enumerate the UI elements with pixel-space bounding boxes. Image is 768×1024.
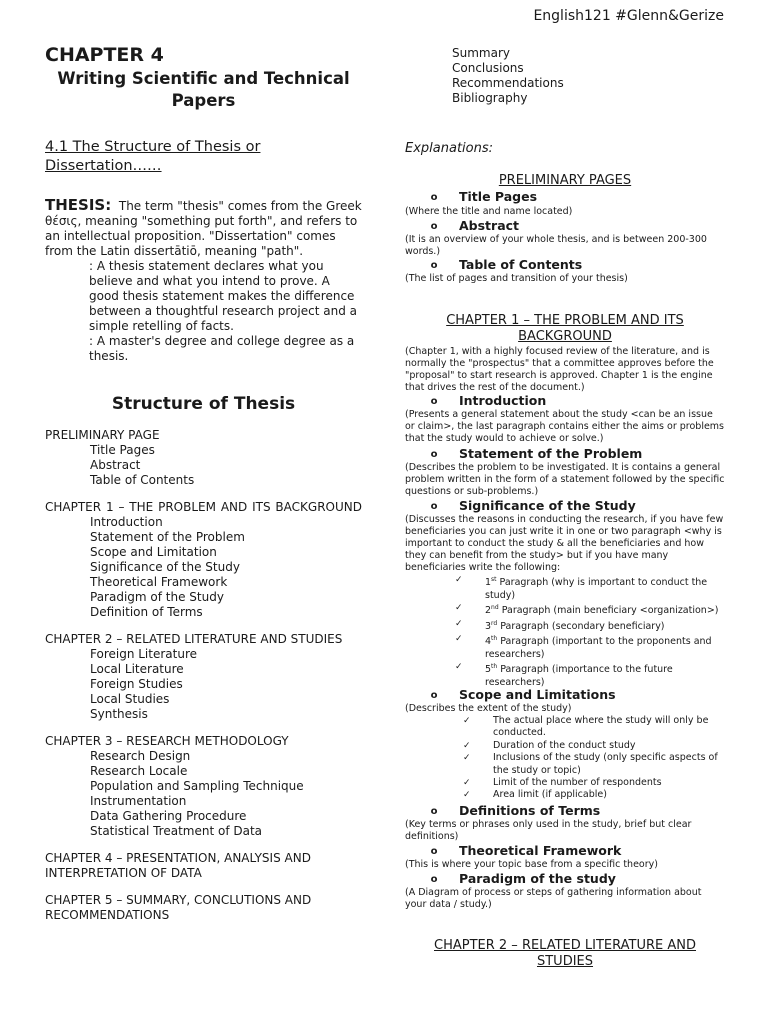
note-abstract: (It is an overview of your whole thesis, and is between 200-300 words.) bbox=[405, 234, 707, 257]
scope-item: ✓ Inclusions of the study (only specific aspects of the study or topic) bbox=[463, 752, 718, 776]
structure-title: Structure of Thesis bbox=[111, 394, 296, 414]
outline-group-heading: CHAPTER 5 – SUMMARY, CONCLUTIONS AND RECOMMENDATIONS bbox=[45, 893, 312, 922]
explanations-label: Explanations: bbox=[405, 141, 493, 156]
check-icon: ✓ bbox=[455, 575, 463, 585]
significance-item: ✓ 3rd Paragraph (secondary beneficiary) bbox=[455, 618, 665, 632]
section-heading: 4.1 The Structure of Thesis or Dissertation…… bbox=[45, 139, 261, 174]
check-icon: ✓ bbox=[463, 790, 471, 801]
item-toc: o Table of Contents bbox=[405, 257, 725, 272]
top-list-item: Conclusions bbox=[452, 61, 524, 75]
right-column bbox=[405, 0, 725, 1024]
thesis-definition: The term "thesis" comes from the Greek θέσις, meaning "something put forth", and refers to an intellectual proposition. "Dissertation" comes from the Latin dissertātiō, meaning "path". bbox=[45, 199, 362, 258]
outline-group bbox=[45, 734, 362, 839]
scope-item: ✓ Duration of the conduct study bbox=[463, 739, 636, 751]
outline-item: Statistical Treatment of Data bbox=[90, 824, 263, 838]
note-definitions: (Key terms or phrases only used in the study, brief but clear definitions) bbox=[405, 819, 692, 842]
outline-item: Theoretical Framework bbox=[90, 575, 228, 589]
outline-item: Significance of the Study bbox=[90, 560, 240, 574]
outline-item: Table of Contents bbox=[90, 473, 195, 487]
scope-checklist bbox=[463, 715, 725, 802]
note-significance: (Discusses the reasons in conducting the research, if you have few beneficiaries you can just write it in one or two paragraph <why is important to conduct the study & all the beneficiaries and how they can benefit from the study> but if you have many beneficiaries write the following: bbox=[405, 514, 724, 573]
bullet-icon: o bbox=[430, 221, 438, 232]
thesis-paragraph bbox=[45, 198, 362, 259]
outline-item: Synthesis bbox=[90, 707, 148, 721]
note-scope: (Describes the extent of the study) bbox=[405, 703, 572, 714]
check-icon: ✓ bbox=[455, 634, 463, 645]
outline-group bbox=[45, 500, 362, 620]
outline-items bbox=[45, 515, 362, 620]
outline-item: Instrumentation bbox=[90, 794, 187, 808]
thesis-label: THESIS: bbox=[45, 196, 112, 214]
item-theoretical: o Theoretical Framework bbox=[405, 843, 725, 858]
check-icon: ✓ bbox=[455, 618, 463, 629]
significance-checklist bbox=[455, 574, 725, 689]
item-scope: o Scope and Limitations bbox=[405, 687, 725, 702]
outline-group bbox=[45, 893, 362, 923]
outline-group-heading: CHAPTER 1 – THE PROBLEM AND ITS BACKGROUND bbox=[45, 500, 362, 514]
item-significance: o Significance of the Study bbox=[405, 498, 725, 513]
prelim-heading: PRELIMINARY PAGES bbox=[498, 173, 632, 188]
outline-item: Foreign Literature bbox=[90, 647, 197, 661]
bullet-icon: o bbox=[430, 846, 438, 857]
outline-item: Scope and Limitation bbox=[90, 545, 217, 559]
chapter-title: CHAPTER 4 bbox=[45, 44, 164, 66]
outline-items bbox=[45, 443, 362, 488]
outline-group bbox=[45, 632, 362, 722]
check-icon: ✓ bbox=[455, 662, 463, 673]
ch2-heading: CHAPTER 2 – RELATED LITERATURE AND STUDIES bbox=[434, 938, 696, 969]
note-paradigm: (A Diagram of process or steps of gathering information about your data / study.) bbox=[405, 887, 702, 910]
significance-item: ✓ 5th Paragraph (importance to the future researchers) bbox=[455, 662, 673, 688]
outline-item: Data Gathering Procedure bbox=[90, 809, 247, 823]
outline-group-heading: PRELIMINARY PAGE bbox=[45, 428, 160, 442]
header-course: English121 #Glenn&Gerize bbox=[533, 8, 724, 24]
note-toc: (The list of pages and transition of your thesis) bbox=[405, 273, 628, 284]
check-icon: ✓ bbox=[463, 740, 471, 751]
scope-item: ✓ The actual place where the study will only be conducted. bbox=[463, 715, 709, 739]
structure-outline bbox=[45, 428, 362, 923]
note-ch1: (Chapter 1, with a highly focused review of the literature, and is normally the "prospectus" that a committee approves before the "proposal" to start research is approved. Chapter 1 is the engine that drives the rest of the document.) bbox=[405, 346, 714, 393]
significance-item: ✓ 4th Paragraph (important to the proponents and researchers) bbox=[455, 634, 712, 660]
item-statement-problem: o Statement of the Problem bbox=[405, 446, 725, 461]
ch1-heading: CHAPTER 1 – THE PROBLEM AND ITS BACKGROUND bbox=[446, 313, 684, 344]
check-icon: ✓ bbox=[463, 778, 471, 789]
outline-item: Research Design bbox=[90, 749, 191, 763]
outline-item: Abstract bbox=[90, 458, 141, 472]
outline-item: Title Pages bbox=[90, 443, 155, 457]
scope-item: ✓ Limit of the number of respondents bbox=[463, 777, 662, 789]
top-list-item: Bibliography bbox=[452, 91, 528, 105]
outline-item: Foreign Studies bbox=[90, 677, 183, 691]
outline-item: Research Locale bbox=[90, 764, 188, 778]
outline-item: Paradigm of the Study bbox=[90, 590, 224, 604]
outline-group-heading: CHAPTER 4 – PRESENTATION, ANALYSIS AND INTERPRETATION OF DATA bbox=[45, 851, 311, 880]
note-title-pages: (Where the title and name located) bbox=[405, 206, 573, 217]
outline-item: Population and Sampling Technique bbox=[90, 779, 304, 793]
bullet-icon: o bbox=[430, 806, 438, 817]
item-paradigm: o Paradigm of the study bbox=[405, 871, 725, 886]
note-theoretical: (This is where your topic base from a specific theory) bbox=[405, 859, 658, 870]
left-column bbox=[45, 44, 362, 935]
item-definitions: o Definitions of Terms bbox=[405, 803, 725, 818]
outline-item: Definition of Terms bbox=[90, 605, 203, 619]
outline-item: Statement of the Problem bbox=[90, 530, 245, 544]
outline-item: Local Studies bbox=[90, 692, 170, 706]
note-introduction: (Presents a general statement about the study <can be an issue or claim>, the last paragraph contains either the aims or problems that the study would to achieve or solve.) bbox=[405, 409, 725, 444]
bullet-icon: o bbox=[430, 501, 438, 512]
outline-item: Introduction bbox=[90, 515, 163, 529]
outline-group bbox=[45, 851, 362, 881]
bullet-icon: o bbox=[430, 260, 438, 271]
item-abstract: o Abstract bbox=[405, 218, 725, 233]
outline-items bbox=[45, 749, 362, 839]
significance-item: ✓ 2nd Paragraph (main beneficiary <organization>) bbox=[455, 602, 719, 617]
top-list bbox=[452, 46, 564, 106]
scope-item: ✓ Area limit (if applicable) bbox=[463, 789, 607, 801]
item-introduction: o Introduction bbox=[405, 393, 725, 408]
check-icon: ✓ bbox=[463, 716, 471, 726]
item-title-pages: o Title Pages bbox=[405, 189, 725, 204]
thesis-statement: : A thesis statement declares what you believe and what you intend to prove. A good thesis statement makes the difference between a thoughtful research project and a simple retelling of facts. bbox=[89, 259, 357, 333]
significance-item: ✓ 1st Paragraph (why is important to conduct the study) bbox=[455, 575, 708, 601]
outline-group bbox=[45, 428, 362, 488]
outline-group-heading: CHAPTER 2 – RELATED LITERATURE AND STUDIES bbox=[45, 632, 343, 646]
outline-item: Local Literature bbox=[90, 662, 184, 676]
outline-items bbox=[45, 647, 362, 722]
chapter-subtitle: Writing Scientific and Technical Papers bbox=[57, 69, 350, 110]
degree-note: : A master's degree and college degree as a thesis. bbox=[89, 334, 355, 363]
bullet-icon: o bbox=[430, 690, 438, 701]
top-list-item: Recommendations bbox=[452, 76, 564, 90]
bullet-icon: o bbox=[430, 396, 438, 407]
top-list-item: Summary bbox=[452, 46, 510, 60]
bullet-icon: o bbox=[430, 449, 438, 460]
check-icon: ✓ bbox=[463, 753, 471, 764]
bullet-icon: o bbox=[430, 874, 438, 885]
note-statement-problem: (Describes the problem to be investigated. It is contains a general problem written in the form of a statement followed by the specific questions or sub-problems.) bbox=[405, 462, 725, 497]
bullet-icon: o bbox=[430, 192, 438, 203]
check-icon: ✓ bbox=[455, 602, 463, 613]
outline-group-heading: CHAPTER 3 – RESEARCH METHODOLOGY bbox=[45, 734, 289, 748]
